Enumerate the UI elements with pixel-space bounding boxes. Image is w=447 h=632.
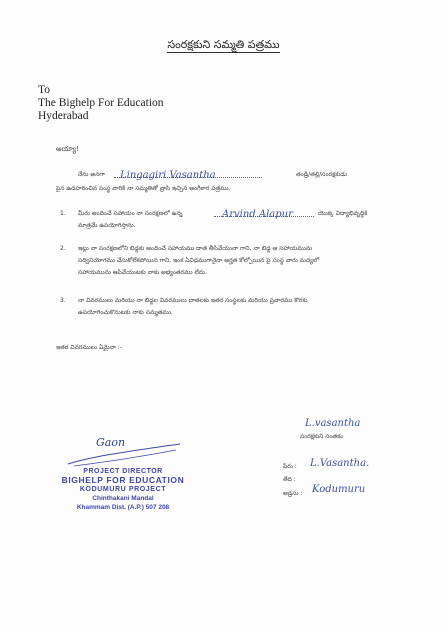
address-city: Hyderabad: [38, 110, 89, 122]
point2-line3: సహాయమును ఆపివేయుటకు నాకు అభ్యంతరము లేదు.: [78, 269, 207, 276]
address-to: To: [38, 84, 50, 96]
point1-name-field: [214, 202, 314, 220]
project-director-stamp: [48, 467, 198, 512]
point1-name: Arvind Alapur: [222, 209, 293, 220]
other-details-label: ఇతర వివరములు ఏమైనా :-: [56, 344, 122, 351]
address-label: అడ్రసు :: [283, 490, 303, 497]
address-org: The Bighelp For Education: [38, 97, 164, 109]
intro-prefix: నేను అనగా: [78, 171, 105, 178]
point1-suffix: యొక్క విద్యాభివృద్ధికి: [318, 210, 368, 217]
salutation: అయ్యా!: [56, 145, 79, 153]
intro-suffix: తండ్రి/తల్లి/సంరక్షకుడు: [296, 171, 347, 178]
stamp-line-1: PROJECT DIRECTOR: [83, 468, 163, 475]
address-value: Kodumuru: [312, 484, 366, 495]
intro-name-field: [114, 163, 262, 181]
point1-prefix: మీరు అందించే సహాయం నా సంరక్షణలో ఉన్న: [78, 210, 183, 217]
point2-number: 2.: [60, 245, 66, 252]
point3-line1: నా వివరములు మరియు నా బిడ్డల వివరములు దాతలకు ఇతర సంస్థలకు మరియు ప్రచారము కొరకు: [78, 297, 308, 304]
director-initials: Gaon: [96, 436, 126, 449]
point3-number: 3.: [60, 297, 66, 304]
letter-title: సంరక్షకుని సమ్మతి పత్రము: [167, 38, 280, 51]
stamp-line-2: BIGHELP FOR EDUCATION: [61, 475, 185, 485]
stamp-line-3: KODUMURU PROJECT: [79, 486, 167, 493]
point2-line2: సద్వినియోగము చేసుకోలేకపోయిన గాని, ఇంక ఏవిధముగానైనా అర్హత కోల్పోయిన పై సంస్థ వారు మద్యలో: [78, 257, 320, 264]
date-label: తేది :: [283, 476, 296, 483]
point1-number: 1.: [60, 210, 66, 217]
point1-line2: మాత్రమే ఉపయోగిస్తాను.: [78, 222, 136, 229]
stamp-line-5: Khammam Dist. (A.P.) 507 208: [76, 504, 170, 511]
point3-line2: ఉపయోగించుకొనుటకు నాకు సమ్మతము.: [78, 309, 173, 316]
stamp-line-4: Chinthakani Mandal: [92, 495, 154, 502]
guardian-signature: L.vasantha: [305, 418, 361, 429]
name-label: పేరు :: [283, 463, 297, 470]
intro-line2: పైన ఉదహరించిన సంస్థ వారికి నా సమ్మతితో వ్రాసి ఇచ్చిన అంగీకార పత్రము.: [56, 185, 231, 192]
guardian-signature-label: సంరక్షకుని సంతకం: [300, 433, 344, 440]
name-value: L.Vasantha.: [310, 458, 370, 469]
intro-name: Lingagiri Vasantha: [120, 170, 216, 181]
signature-flourish-icon: [64, 442, 184, 470]
point2-line1: ఇట్లు నా సంరక్షణలోని బిడ్డకు అందించే సహాయము దాత తీసివేయునా గాని, నా బిడ్డ ఆ సహాయమును: [78, 245, 313, 252]
